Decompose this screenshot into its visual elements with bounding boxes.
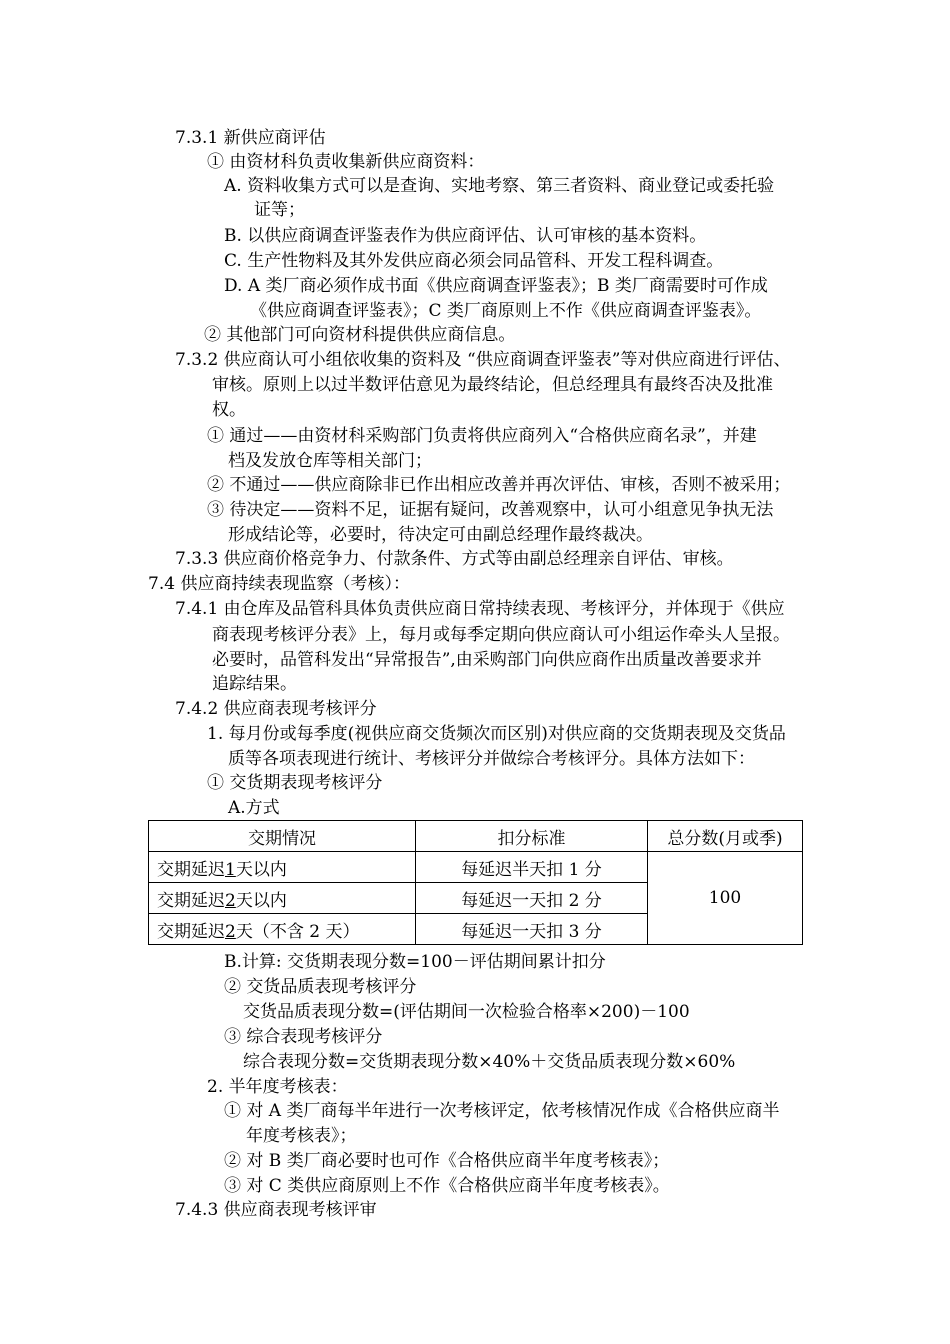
section-7-4-title: 7.4 供应商持续表现监察（考核）： [148,574,410,594]
section-7-3-1-title: 7.3.1 新供应商评估 [175,128,326,148]
list-item: C. 生产性物料及其外发供应商必须会同品管科、开发工程科调查。 [224,251,724,271]
total-score-cell: 100 [648,852,803,945]
subheading: ③ 综合表现考核评分 [224,1027,383,1047]
list-item: ① 由资材科负责收集新供应商资料： [207,152,485,172]
list-item: ① 通过——由资材科采购部门负责将供应商列入“合格供应商名录”，并建 [207,426,757,446]
list-item: A. 资料收集方式可以是查询、实地考察、第三者资料、商业登记或委托验 [224,176,775,196]
delivery-score-table [148,820,803,945]
list-item: 1. 每月份或每季度(视供应商交货频次而区别)对供应商的交货期表现及交货品 [207,724,786,744]
section-7-4-2-title: 7.4.2 供应商表现考核评分 [175,699,377,719]
table-cell: 每延迟一天扣 3 分 [416,914,648,945]
quality-formula: 交货品质表现分数=(评估期间一次检验合格率×200)－100 [243,1002,690,1022]
section-7-4-3-title: 7.4.3 供应商表现考核评审 [175,1200,377,1220]
list-item: B. 以供应商调查评鉴表作为供应商评估、认可审核的基本资料。 [224,226,707,246]
list-item-continued: 形成结论等，必要时，待决定可由副总经理作最终裁决。 [228,525,653,545]
list-item: ③ 对 C 类供应商原则上不作《合格供应商半年度考核表》。 [224,1176,670,1196]
list-item-continued: 档及发放仓库等相关部门； [228,451,432,471]
section-7-3-2-line: 7.3.2 供应商认可小组依收集的资料及 “供应商调查评鉴表”等对供应商进行评估、 [175,350,791,370]
table-cell: 每延迟半天扣 1 分 [416,852,648,883]
paragraph-line: 必要时，品管科发出“异常报告”,由采购部门向供应商作出质量改善要求并 [212,650,762,670]
list-item: D. A 类厂商必须作成书面《供应商调查评鉴表》；B 类厂商需要时可作成 [224,276,768,296]
list-item: ② 其他部门可向资材科提供供应商信息。 [204,325,516,345]
list-item-continued: 年度考核表》； [246,1126,357,1146]
list-item: ③ 待决定——资料不足，证据有疑问，改善观察中，认可小组意见争执无法 [207,500,774,520]
section-7-3-3: 7.3.3 供应商价格竞争力、付款条件、方式等由副总经理亲自评估、审核。 [175,549,734,569]
list-item-continued: 证等； [254,200,305,220]
list-item: ② 不通过——供应商除非已作出相应改善并再次评估、审核，否则不被采用； [207,475,791,495]
list-item-continued: 《供应商调查评鉴表》；C 类厂商原则上不作《供应商调查评鉴表》。 [250,301,762,321]
list-item: 2. 半年度考核表： [207,1077,348,1097]
paragraph-line: 权。 [212,400,246,420]
subheading: ② 交货品质表现考核评分 [224,977,417,997]
delay-days: 2 [225,890,236,911]
table-header-row [149,821,803,852]
list-item: ① 对 A 类厂商每半年进行一次考核评定，依考核情况作成《合格供应商半 [224,1101,780,1121]
subheading: ① 交货期表现考核评分 [207,773,383,793]
subheading: A.方式 [228,798,280,818]
delay-days: 2 [225,921,236,942]
delay-label: 交期延迟 [157,890,225,911]
paragraph-line: 追踪结果。 [212,674,297,694]
list-item-continued: 质等各项表现进行统计、考核评分并做综合考核评分。具体方法如下： [228,749,755,769]
delay-suffix: 天以内 [235,890,287,911]
table-header-cell: 总分数(月或季) [648,821,803,852]
delay-label: 交期延迟 [157,859,225,880]
delay-label: 交期延迟 [157,921,225,942]
table-cell [149,852,416,883]
table-cell [149,914,416,945]
table-cell [149,883,416,914]
list-item: ② 对 B 类厂商必要时也可作《合格供应商半年度考核表》； [224,1151,670,1171]
table-header-cell: 交期情况 [149,821,416,852]
paragraph-line: 审核。原则上以过半数评估意见为最终结论，但总经理具有最终否决及批准 [212,375,773,395]
delay-suffix: 天（不含 2 天） [235,921,360,942]
table-header-cell: 扣分标准 [416,821,648,852]
table-cell: 每延迟一天扣 2 分 [416,883,648,914]
calc-formula: B.计算: 交货期表现分数=100－评估期间累计扣分 [224,952,606,972]
delay-suffix: 天以内 [235,859,287,880]
section-7-4-1-line: 7.4.1 由仓库及品管科具体负责供应商日常持续表现、考核评分，并体现于《供应 [175,599,785,619]
delay-days: 1 [225,859,236,880]
overall-formula: 综合表现分数=交货期表现分数×40%＋交货品质表现分数×60% [243,1052,736,1072]
paragraph-line: 商表现考核评分表》上，每月或每季定期向供应商认可小组运作牵头人呈报。 [212,625,790,645]
table-row [149,852,803,883]
